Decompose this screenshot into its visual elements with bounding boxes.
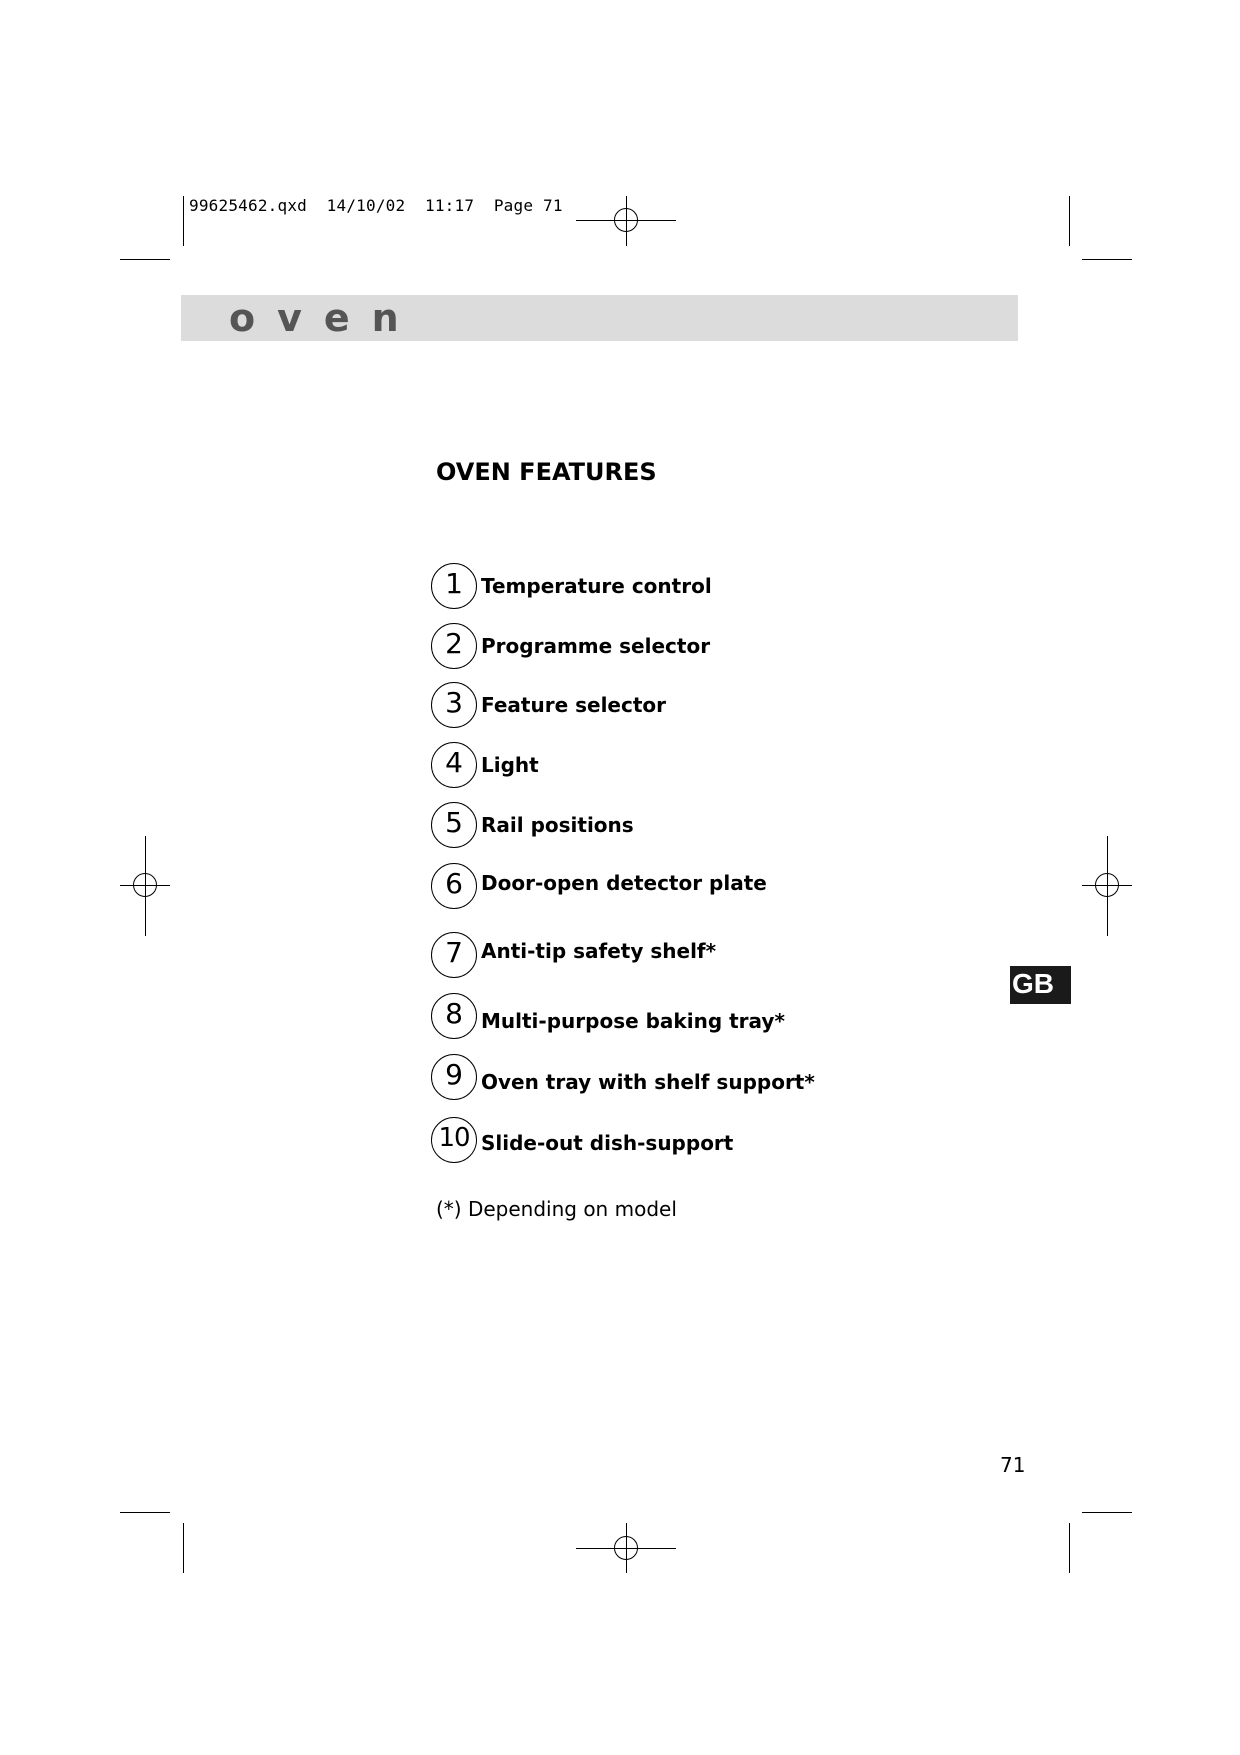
language-tab: GB — [1010, 966, 1071, 1004]
list-item — [431, 863, 851, 911]
number-badge: 10 — [431, 1117, 477, 1163]
number-badge: 2 — [431, 623, 477, 669]
list-item — [431, 1054, 851, 1102]
list-item — [431, 563, 851, 611]
number-badge: 6 — [431, 863, 477, 909]
list-item — [431, 802, 851, 850]
feature-label: Oven tray with shelf support* — [481, 1070, 815, 1094]
feature-label: Rail positions — [481, 813, 634, 837]
list-item — [431, 1117, 851, 1165]
feature-label: Light — [481, 753, 539, 777]
footnote: (*) Depending on model — [436, 1197, 677, 1221]
number-badge: 7 — [431, 932, 477, 978]
number-badge: 3 — [431, 682, 477, 728]
number-badge: 8 — [431, 993, 477, 1039]
feature-label: Door-open detector plate — [481, 871, 767, 895]
section-title: oven — [229, 296, 421, 340]
feature-label: Feature selector — [481, 693, 667, 717]
number-badge: 9 — [431, 1054, 477, 1100]
page-heading: OVEN FEATURES — [436, 458, 657, 486]
feature-label: Multi-purpose baking tray* — [481, 1009, 785, 1033]
list-item — [431, 932, 851, 980]
section-header-bar — [181, 295, 1018, 341]
list-item — [431, 993, 851, 1041]
number-badge: 4 — [431, 742, 477, 788]
feature-label: Programme selector — [481, 634, 711, 658]
list-item — [431, 623, 851, 671]
feature-label: Slide-out dish-support — [481, 1131, 734, 1155]
list-item — [431, 682, 851, 730]
number-badge: 5 — [431, 802, 477, 848]
feature-label: Temperature control — [481, 574, 712, 598]
list-item — [431, 742, 851, 790]
page-number: 71 — [1000, 1453, 1026, 1477]
print-slug: 99625462.qxd 14/10/02 11:17 Page 71 — [189, 196, 563, 215]
number-badge: 1 — [431, 563, 477, 609]
feature-label: Anti-tip safety shelf* — [481, 939, 717, 963]
